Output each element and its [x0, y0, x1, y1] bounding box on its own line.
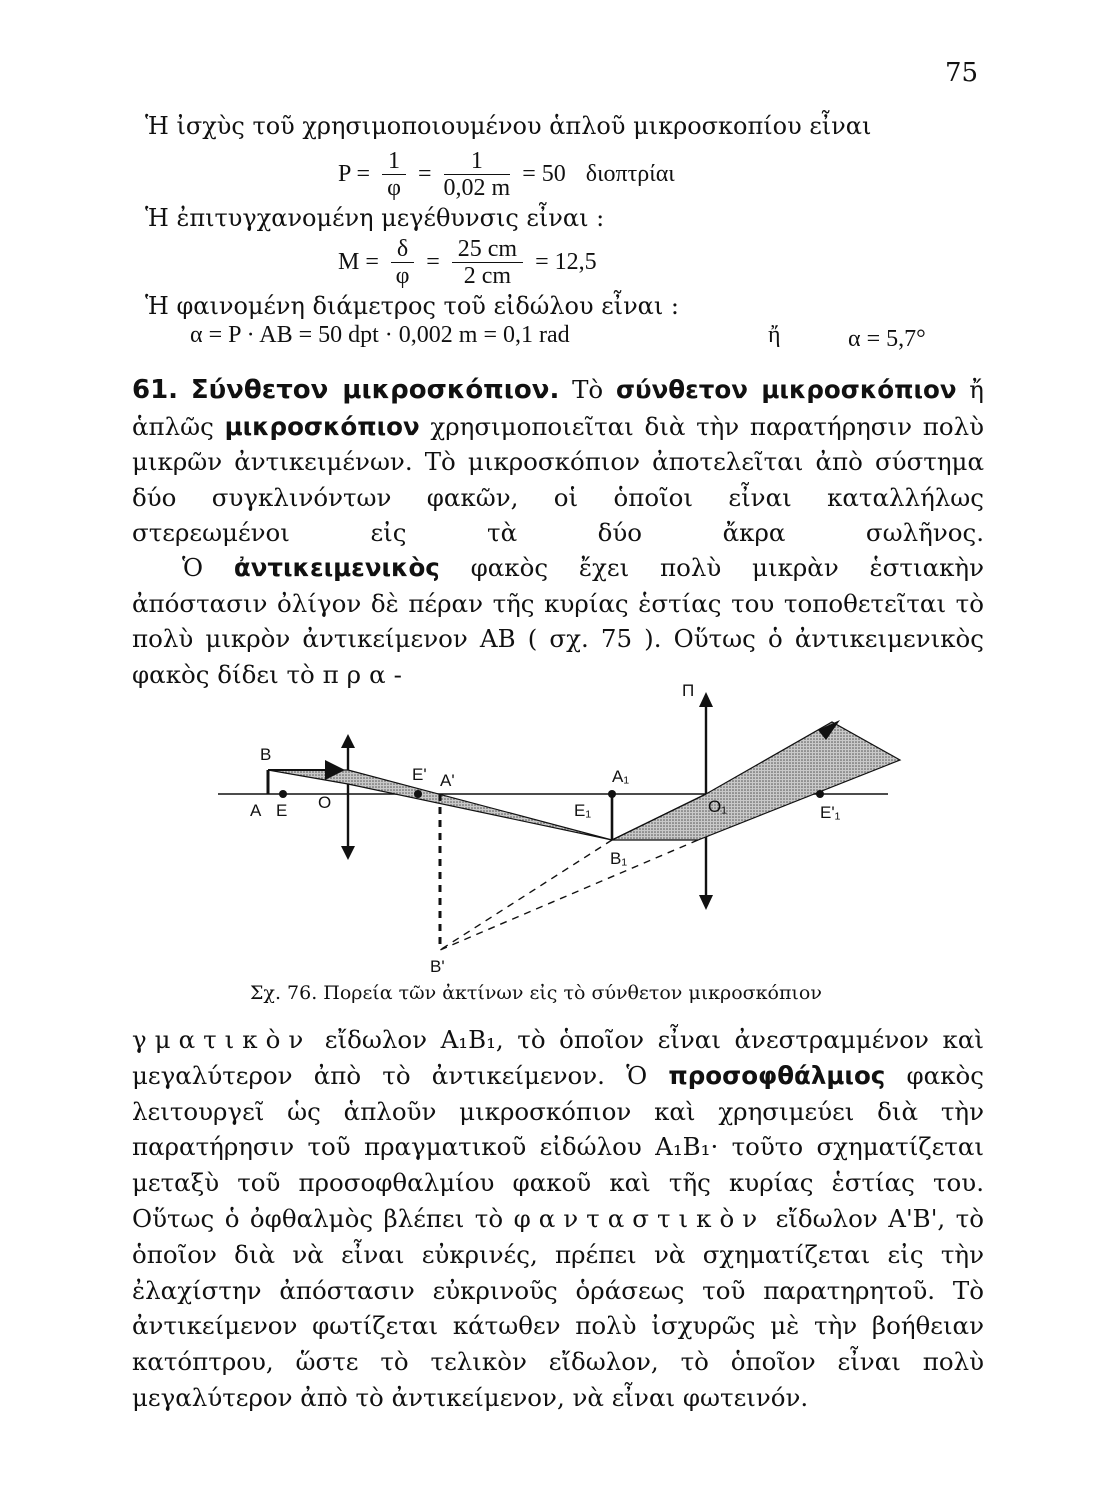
mag-lhs: M = — [338, 249, 379, 275]
diameter-intro: Ἡ φαινομένη διάμετρος τοῦ εἰδώλου εἶναι : — [145, 292, 679, 320]
eyepiece-ray-bundle — [612, 722, 900, 840]
power-f2-num: 1 — [444, 148, 511, 175]
label-B1: B₁ — [610, 849, 628, 868]
term-compound-microscope: σύνθετον μικροσκόπιον — [615, 375, 957, 404]
diameter-degrees: α = 5,7° — [848, 326, 926, 352]
focus-E-prime — [414, 790, 422, 798]
eyepiece-lens-bottom-arrow — [699, 895, 713, 910]
eyepiece-lens-top-arrow — [699, 692, 713, 707]
mag-f1-num: δ — [391, 236, 414, 263]
label-B-prime: B' — [430, 957, 445, 976]
p2-spaced: πρα- — [322, 659, 410, 689]
label-A1: A₁ — [612, 767, 630, 786]
cont-spaced-2: φανταστικὸν — [513, 1203, 766, 1233]
p1-text-a: Τὸ — [572, 375, 616, 404]
power-eq: = — [418, 161, 432, 187]
diameter-formula: α = P · AB = 50 dpt · 0,002 m = 0,1 rad — [190, 322, 570, 348]
virtual-ray-2 — [440, 840, 698, 950]
label-A-prime: A' — [440, 771, 455, 790]
diameter-or: ἤ — [768, 322, 781, 348]
virtual-ray-1 — [440, 840, 612, 950]
label-E: E — [276, 801, 288, 820]
mag-eq: = — [426, 249, 440, 275]
power-lhs: P = — [338, 161, 370, 187]
power-result: = 50 — [522, 161, 566, 187]
term-eyepiece: προσοφθάλμιος — [668, 1060, 886, 1090]
page-number: 75 — [945, 58, 979, 88]
objective-lens-bottom-arrow — [341, 846, 355, 860]
power-unit: διοπτρίαι — [585, 161, 675, 187]
label-E1: E₁ — [574, 801, 592, 820]
term-microscope: μικροσκόπιον — [224, 411, 420, 441]
mag-result: = 12,5 — [535, 249, 597, 275]
label-Pi: Π — [682, 681, 695, 700]
power-intro: Ἡ ἰσχὺς τοῦ χρησιμοποιουμένου ἁπλοῦ μικροσκοπίου εἶναι — [145, 112, 872, 140]
power-f2-den: 0,02 m — [443, 175, 511, 201]
magnification-intro: Ἡ ἐπιτυγχανομένη μεγέθυνσις εἶναι : — [145, 204, 605, 232]
p2-text-a: Ὁ — [182, 553, 234, 582]
term-objective: ἀντικειμενικὸς — [233, 553, 440, 582]
section-number: 61. — [132, 375, 179, 405]
label-A: A — [250, 801, 262, 820]
power-f1-num: 1 — [382, 148, 406, 175]
cont-spaced-1: γματικὸν — [132, 1025, 312, 1054]
point-A1 — [608, 790, 616, 798]
mag-f1-den: φ — [395, 263, 410, 289]
label-O: O — [318, 793, 332, 812]
cont-text-1: εἴδωλον A₁B₁, τὸ ὁποῖον εἶναι ἀνεστραμμένον καὶ μεγαλύτερον ἀπὸ τὸ ἀντικείμενον. Ὁ — [132, 1025, 984, 1090]
label-B: B — [260, 745, 272, 764]
figure-caption: Σχ. 76. Πορεία τῶν ἀκτίνων εἰς τὸ σύνθετον μικροσκόπιον — [250, 982, 822, 1004]
continuation-paragraph — [132, 1022, 984, 1416]
mag-f2-num: 25 cm — [452, 236, 523, 263]
p1-text-c: ἤ ἁπλῶς — [132, 375, 984, 441]
cont-text-3: εἴδωλον A'B', τὸ ὁποῖον διὰ νὰ εἶναι εὐκρινές, πρέπει νὰ σχηματίζεται εἰς τὴν ἐλαχίστην ἀπόστασιν εὐκρινοῦς ὁράσεως τοῦ παρατηρητοῦ. Τὸ ἀντικείμενον φωτίζεται κάτωθεν πολὺ ἰσχυρῶς μὲ τὴν βοήθειαν κατόπτρου, ὥστε τὸ τελικὸν εἴδωλον, τὸ ὁποῖον εἶναι πολὺ μεγαλύτερον ἀπὸ τὸ ἀντικείμενον, νὰ εἶναι φωτεινόν. — [132, 1203, 984, 1412]
p2-text-c: φακὸς ἔχει πολὺ μικρὰν ἑστιακὴν ἀπόστασιν ὀλίγον δὲ πέραν τῆς κυρίας ἑστίας του τοποθετεῖται τὸ πολὺ μικρὸν ἀντικείμενον AB ( σχ. 75 ). Οὕτως ὁ ἀντικειμενικὸς φακὸς δίδει τὸ — [132, 553, 984, 689]
mag-f2-den: 2 cm — [463, 263, 512, 289]
power-f1-den: φ — [387, 175, 401, 201]
label-O1: O₁ — [708, 797, 727, 816]
p1-text-d: χρησιμοποιεῖται διὰ τὴν παρατήρησιν πολὺ μικρῶν ἀντικειμένων. Τὸ μικροσκόπιον ἀποτελεῖται ἀπὸ σύστημα δύο συγκλινόντων φακῶν, οἱ ὁποῖοι εἶναι καταλλήλως στερεωμένοι εἰς τὰ δύο ἄκρα σωλῆνος. — [132, 411, 984, 547]
objective-lens-top-arrow — [341, 734, 355, 748]
cont-text-2: φακὸς λειτουργεῖ ὡς ἁπλοῦν μικροσκόπιον καὶ χρησιμεύει διὰ τὴν παρατήρησιν τοῦ πραγματικοῦ εἰδώλου A₁B₁· τοῦτο σχηματίζεται μεταξὺ τοῦ προσοφθαλμίου φακοῦ καὶ τῆς κυρίας ἑστίας του. Οὕτως ὁ ὀφθαλμὸς βλέπει τὸ — [132, 1060, 984, 1233]
label-E1-prime: E'₁ — [820, 803, 841, 822]
section-title: Σύνθετον μικροσκόπιον. — [190, 375, 560, 405]
focus-E — [279, 790, 287, 798]
focus-E1-prime — [816, 790, 824, 798]
label-E-prime: E' — [412, 765, 427, 784]
